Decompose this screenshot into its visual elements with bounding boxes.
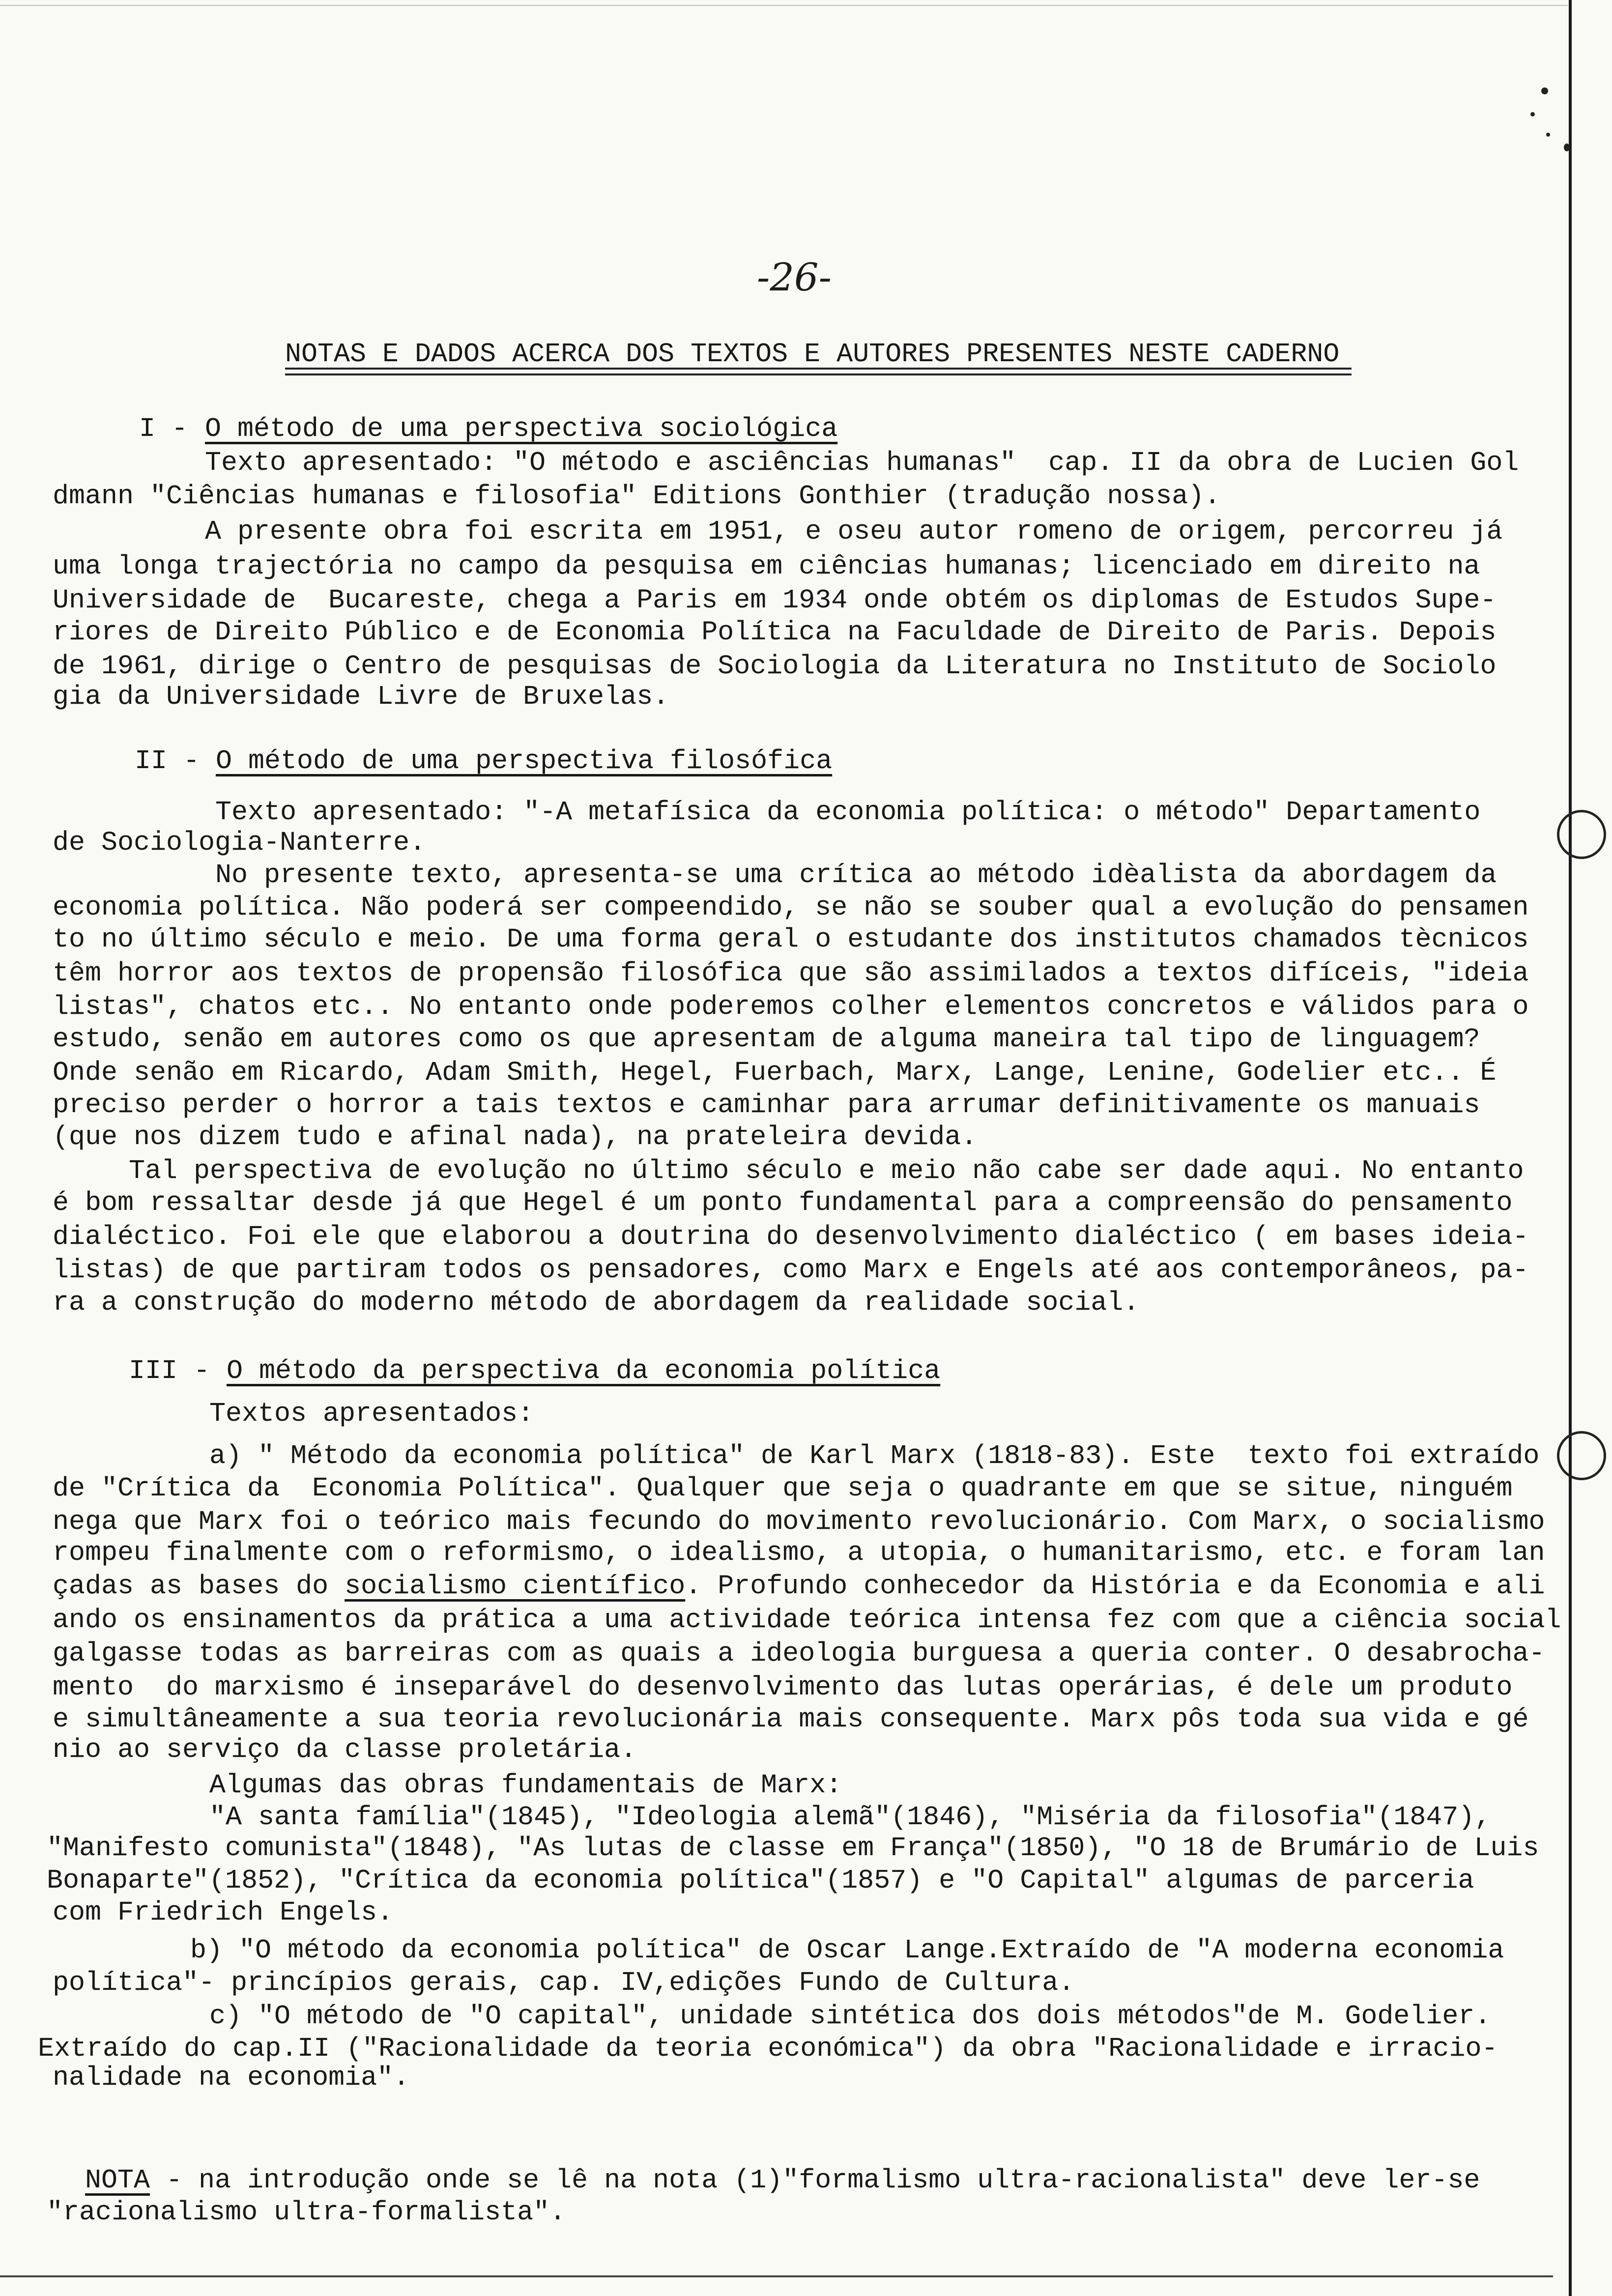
scan-mark [1564,144,1570,151]
scan-mark [1530,112,1535,116]
scan-mark [1546,133,1550,137]
punch-hole [1557,810,1606,859]
text-line: estudo, senão em autores como os que apresentam de alguma maneira tal tipo de linguagem? [53,1024,1480,1055]
text-line: "A santa família"(1845), "Ideologia alemã"(1846), "Miséria da filosofia"(1847), [209,1802,1491,1833]
text-line: é bom ressaltar desde já que Hegel é um ponto fundamental para a compreensão do pensamento [53,1187,1513,1218]
section-heading: O método de uma perspectiva filosófica [216,746,833,776]
text-line: listas", chatos etc.. No entanto onde poderemos colher elementos concretos e válidos para o [53,991,1529,1022]
text-line: com Friedrich Engels. [53,1897,394,1928]
note-line [85,2164,1480,2197]
text-line: galgasse todas as barreiras com as quais a ideologia burguesa a queria conter. O desabrocha- [53,1638,1545,1669]
text-line: Extraído do cap.II ("Racionalidade da teoria económica") da obra "Racionalidade e irracio- [38,2033,1498,2064]
text-line: Texto apresentado: "O método e asciências humanas" cap. II da obra de Lucien Gol [205,447,1519,478]
text-line: Texto apresentado: "-A metafísica da economia política: o método" Departamento [215,797,1481,828]
text-line: Onde senão em Ricardo, Adam Smith, Hegel, Fuerbach, Marx, Lange, Lenine, Godelier etc.. É [53,1057,1497,1088]
page-border-line [1569,0,1572,2296]
text-line: nega que Marx foi o teórico mais fecundo do movimento revolucionário. Com Marx, o socialismo [53,1506,1545,1537]
text-line: mento do marxismo é inseparável do desenvolvimento das lutas operárias, é dele um produto [53,1672,1513,1703]
text-line: listas) de que partiram todos os pensadores, como Marx e Engels até aos contemporâneos, pa- [53,1255,1529,1286]
text-line: de 1961, dirige o Centro de pesquisas de Sociologia da Literatura no Instituto de Sociolo [53,651,1497,682]
note-text: - na introdução onde se lê na nota (1)"formalismo ultra-racionalista" deve ler-se [150,2165,1480,2196]
text-line: nio ao serviço da classe proletária. [53,1734,637,1765]
text-line: nalidade na economia". [53,2062,410,2093]
scan-mark [1541,87,1548,94]
text-line: No presente texto, apresenta-se uma crítica ao método idèalista da abordagem da [215,860,1497,890]
text-line: Universidade de Bucareste, chega a Paris em 1934 onde obtém os diplomas de Estudos Supe- [53,585,1497,616]
text-line: rompeu finalmente com o reformismo, o idealismo, a utopia, o humanitarismo, etc. e foram lan [53,1537,1545,1568]
text-line: têm horror aos textos de propensão filosófica que são assimilados a textos difíceis, "ideia [53,958,1529,989]
text-line: riores de Direito Público e de Economia Política na Faculdade de Direito de Paris. Depois [53,617,1497,648]
underlined-term: socialismo científico [345,1571,686,1602]
note-label: NOTA [85,2165,150,2196]
text-line: uma longa trajectória no campo da pesquisa em ciências humanas; licenciado em direito na [53,551,1480,582]
text-line [53,1570,1545,1603]
note-line: "racionalismo ultra-formalista". [47,2197,566,2228]
text-line: Bonaparte"(1852), "Crítica da economia política"(1857) e "O Capital" algumas de parceria [47,1865,1474,1896]
text-line: b) "O método da economia política" de Oscar Lange.Extraído de "A moderna economia [190,1935,1504,1966]
section-heading: O método de uma perspectiva sociológica [205,413,838,444]
section-heading: O método da perspectiva da economia política [227,1355,941,1386]
text-line: to no último século e meio. De uma forma geral o estudante dos institutos chamados tècnicos [53,924,1529,955]
text-line: ando os ensinamentos da prática a uma actividade teórica intensa fez com que a ciência social [53,1605,1561,1636]
text-line: de Sociologia-Nanterre. [53,827,426,858]
section-numeral: I - [139,413,188,444]
text-line: dialéctico. Foi ele que elaborou a doutrina do desenvolvimento dialéctico ( em bases ideia- [53,1221,1529,1252]
section-numeral: II - [135,746,200,776]
text-line: Textos apresentados: [209,1398,534,1429]
title-double-underline [285,368,1352,375]
text-line: (que nos dizem tudo e afinal nada), na prateleira devida. [53,1121,978,1152]
text-line: política"- princípios gerais, cap. IV,edições Fundo de Cultura. [53,1967,1075,1998]
text-line: c) "O método de "O capital", unidade sintética dos dois métodos"de M. Godelier. [209,2001,1491,2032]
text-line: e simultâneamente a sua teoria revolucionária mais consequente. Marx pôs toda sua vida e gé [53,1704,1529,1735]
page-title: NOTAS E DADOS ACERCA DOS TEXTOS E AUTORES PRESENTES NESTE CADERNO [285,339,1340,370]
text-line: gia da Universidade Livre de Bruxelas. [53,681,669,712]
page-number: -26- [757,256,832,300]
text-line: A presente obra foi escrita em 1951, e oseu autor romeno de origem, percorreu já [205,516,1503,547]
text-line: economia política. Não poderá ser compeendido, se não se souber qual a evolução do pensamen [53,892,1529,923]
text-line: Algumas das obras fundamentais de Marx: [209,1770,842,1801]
text-line: dmann "Ciências humanas e filosofia" Editions Gonthier (tradução nossa). [53,481,1221,512]
section-numeral: III - [129,1355,210,1386]
punch-hole [1557,1431,1606,1480]
text-line: Tal perspectiva de evolução no último século e meio não cabe ser dade aqui. No entanto [129,1155,1524,1186]
scan-edge-line [0,5,1568,6]
text-line: de "Crítica da Economia Política". Qualquer que seja o quadrante em que se situe, ninguém [53,1473,1513,1504]
text-line: a) " Método da economia política" de Karl Marx (1818-83). Este texto foi extraído [209,1440,1540,1471]
text-line: "Manifesto comunista"(1848), "As lutas de classe em França"(1850), "O 18 de Brumário de Luis [47,1833,1539,1864]
text-segment: çadas as bases do [53,1571,345,1602]
text-line: preciso perder o horror a tais textos e caminhar para arrumar definitivamente os manuais [53,1090,1480,1120]
text-line: ra a construção do moderno método de abordagem da realidade social. [53,1287,1140,1318]
text-segment: . Profundo conhecedor da História e da Economia e ali [685,1571,1545,1602]
bottom-edge-line [0,2275,1553,2277]
